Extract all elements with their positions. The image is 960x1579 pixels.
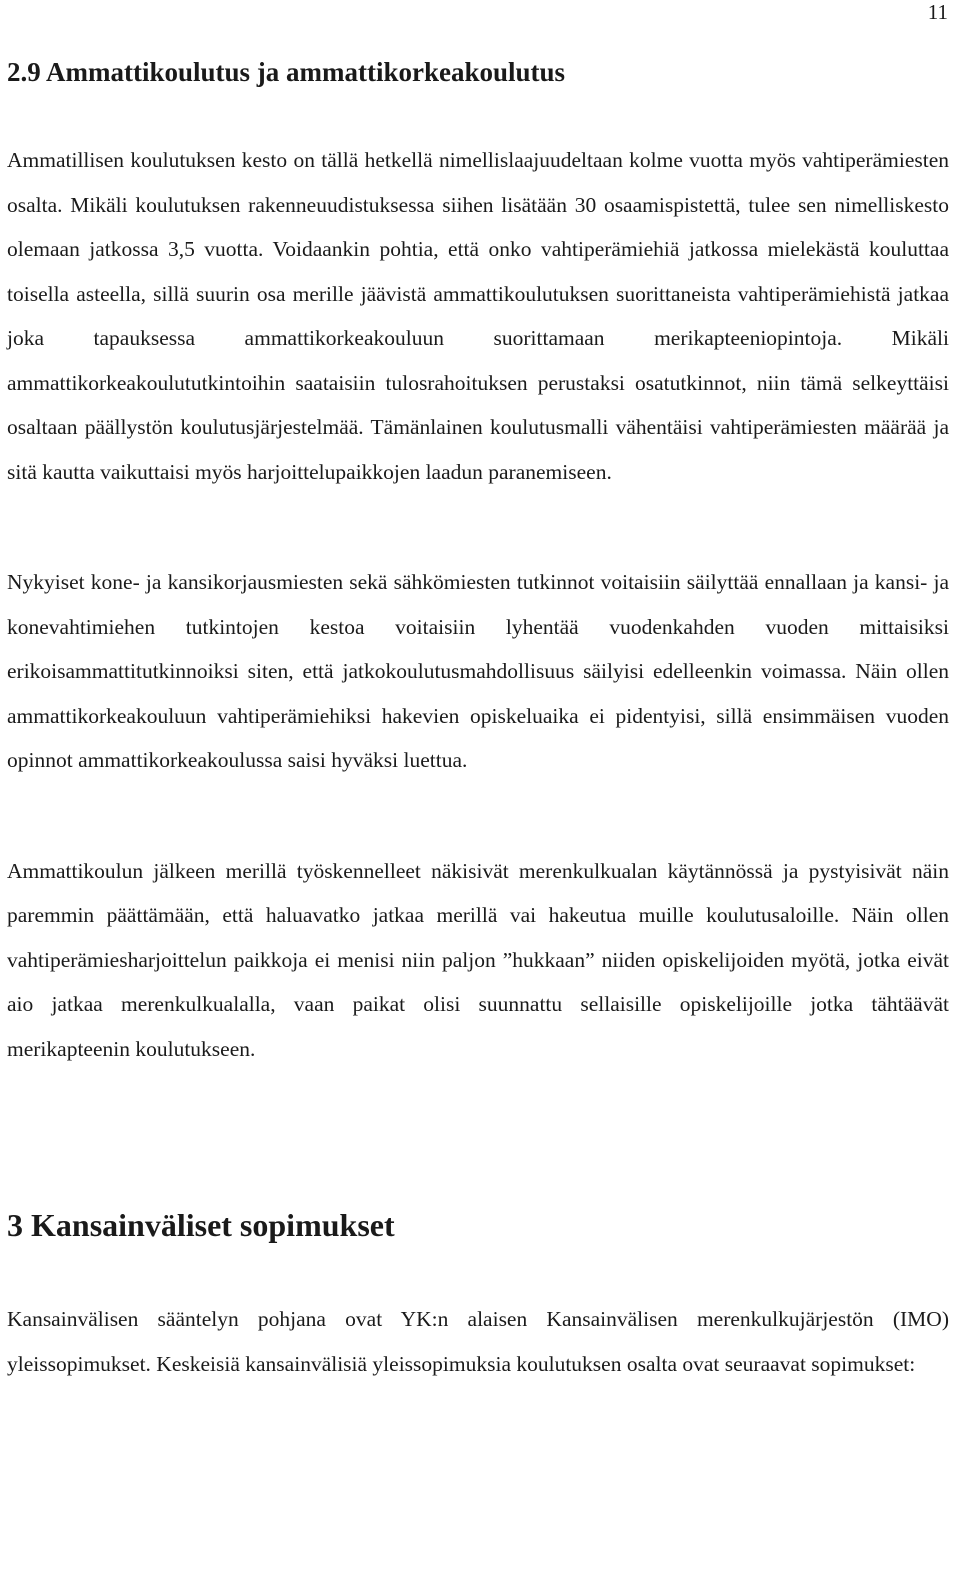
chapter-paragraph: Kansainvälisen sääntelyn pohjana ovat YK:n alaisen Kansainvälisen merenkulkujärjestön (IMO) yleissopimukset. Keskeisiä kansainvälisiä yleissopimuksia koulutuksen osalta ovat seuraavat sopimukset: — [7, 1307, 949, 1376]
paragraph-2: Nykyiset kone- ja kansikorjausmiesten sekä sähkömiesten tutkinnot voitaisiin säilyttää ennallaan ja kansi- ja konevahtimiehen tutkintojen kestoa voitaisiin lyhentää vuodenkahden vuoden mittaisiksi erikoisammattitutkinnoiksi siten, että jatkokoulutusmahdollisuus säilyisi edelleenkin voimassa. Näin ollen ammattikorkeakouluun vahtiperämiehiksi hakevien opiskeluaika ei pidentyisi, sillä ensimmäisen vuoden opinnot ammattikorkeakoulussa saisi hyväksi luettua. — [7, 570, 949, 772]
document-body — [7, 50, 949, 1386]
section-heading: 2.9 Ammattikoulutus ja ammattikorkeakoulutus — [7, 57, 566, 87]
paragraph-1: Ammatillisen koulutuksen kesto on tällä hetkellä nimellislaajuudeltaan kolme vuotta myös vahtiperämiesten osalta. Mikäli koulutuksen rakenneuudistuksessa siihen lisätään 30 osaamispistettä, tulee sen nimelliskesto olemaan jatkossa 3,5 vuotta. Voidaankin pohtia, että onko vahtiperämiehiä jatkossa mielekästä kouluttaa toisella asteella, sillä suurin osa merille jäävistä ammattikoulutuksen suorittaneista vahtiperämiehistä jatkaa joka tapauksessa ammattikorkeakouluun suorittamaan merikapteeniopintoja. Mikäli ammattikorkeakoulututkintoihin saataisiin tulosrahoituksen perustaksi osatutkinnot, niin tämä selkeyttäisi osaltaan päällystön koulutusjärjestelmää. Tämänlainen koulutusmalli vähentäisi vahtiperämiesten määrää ja sitä kautta vaikuttaisi myös harjoittelupaikkojen laadun paranemiseen. — [7, 148, 949, 484]
paragraph-3: Ammattikoulun jälkeen merillä työskennelleet näkisivät merenkulkualan käytännössä ja pystyisivät näin paremmin päättämään, että haluavatko jatkaa merillä vai hakeutua muille koulutusaloille. Näin ollen vahtiperämiesharjoittelun paikkoja ei menisi niin paljon ”hukkaan” niiden opiskelijoiden myötä, jotka eivät aio jatkaa merenkulkualalla, vaan paikat olisi suunnattu sellaisille opiskelijoille jotka tähtäävät merikapteenin koulutukseen. — [7, 858, 949, 1061]
chapter-heading: 3 Kansainväliset sopimukset — [7, 1207, 395, 1243]
page-number: 11 — [927, 0, 948, 24]
